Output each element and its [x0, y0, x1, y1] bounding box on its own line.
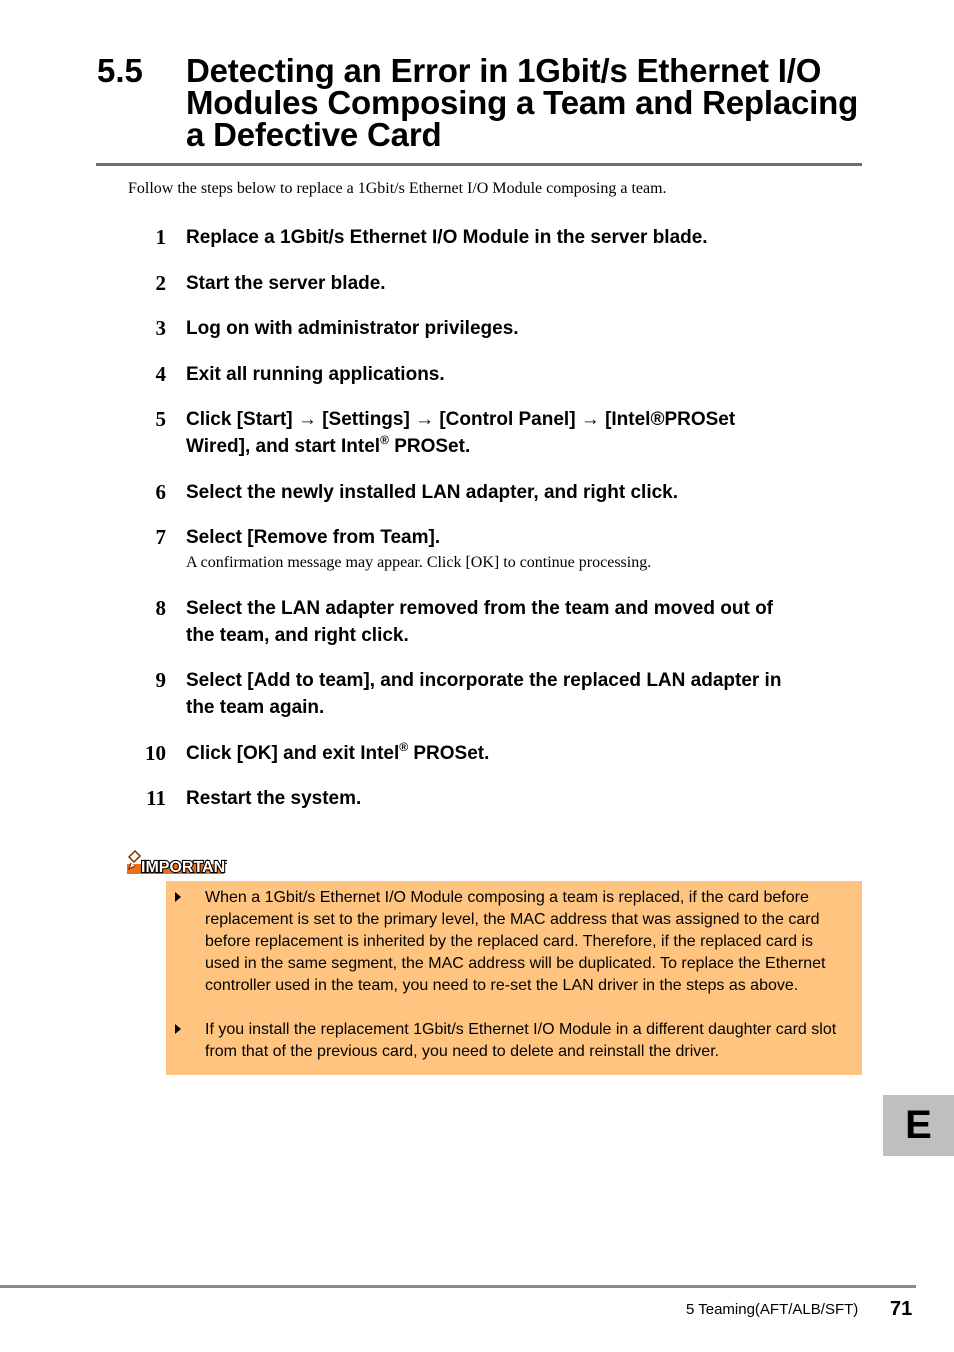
important-label — [127, 849, 227, 875]
step-text-line: Select [Add to team], and incorporate the replaced LAN adapter in — [186, 670, 782, 691]
step-text-line — [186, 433, 866, 460]
section-title-line: a Defective Card — [186, 116, 442, 153]
important-bullet-text: When a 1Gbit/s Ethernet I/O Module composing a team is replaced, if the card before replacement is set to the primary level, the MAC address that was assigned to the card before replacement is inherited by the replaced card. Therefore, if the replaced card is used in the same segment, the MAC address will be duplicated. To replace the Ethernet controller used in the team, you need to re-set the LAN driver in the steps as above. — [205, 889, 826, 994]
step-text: Select the newly installed LAN adapter, and right click. — [186, 482, 679, 503]
step-number: 7 — [155, 525, 166, 549]
triangle-bullet-icon — [175, 1024, 181, 1034]
step-number: 5 — [155, 407, 166, 431]
triangle-bullet-icon — [175, 892, 181, 902]
pencil-icon — [127, 849, 227, 875]
page-number: 71 — [890, 1298, 913, 1320]
intro-text: Follow the steps below to replace a 1Gbit/s Ethernet I/O Module composing a team. — [128, 180, 667, 197]
step-text-part: Click [OK] and exit Intel — [186, 743, 400, 764]
section-title-line: Modules Composing a Team and Replacing — [186, 84, 859, 121]
section-title-line: Detecting an Error in 1Gbit/s Ethernet I/O — [186, 52, 822, 89]
registered-mark: ® — [380, 433, 389, 447]
step-text-line: the team, and right click. — [186, 625, 409, 646]
section-number: 5.5 — [97, 52, 143, 89]
step-number: 11 — [146, 786, 166, 810]
step-text — [186, 740, 866, 767]
step-number: 10 — [145, 741, 166, 765]
step-text — [186, 667, 866, 721]
step-number: 8 — [155, 596, 166, 620]
important-label-text: IMPORTANT — [141, 859, 227, 875]
step-text: Log on with administrator privileges. — [186, 318, 519, 339]
step-note: A confirmation message may appear. Click [OK] to continue processing. — [186, 554, 652, 571]
step-text-line: Click [Start] → [Settings] → [Control Panel] → [Intel®PROSet — [186, 409, 736, 430]
important-box — [166, 881, 862, 1075]
registered-mark: ® — [399, 740, 409, 754]
section-title — [186, 52, 886, 153]
step-number: 9 — [155, 668, 166, 692]
step-text-part: PROSet. — [388, 436, 471, 457]
step-number: 1 — [155, 225, 166, 249]
important-bullet-text: If you install the replacement 1Gbit/s Ethernet I/O Module in a different daughter card slot from that of the previous card, you need to delete and reinstall the driver. — [205, 1021, 837, 1060]
step-text-line: Select the LAN adapter removed from the team and moved out of — [186, 598, 773, 619]
section-divider — [96, 163, 862, 166]
step-text: Restart the system. — [186, 788, 362, 809]
section-tab: E — [883, 1095, 954, 1156]
step-text — [186, 406, 866, 460]
step-text: Replace a 1Gbit/s Ethernet I/O Module in the server blade. — [186, 227, 708, 248]
step-text-part: PROSet. — [408, 743, 490, 764]
step-text: Exit all running applications. — [186, 364, 445, 385]
step-text: Select [Remove from Team]. — [186, 527, 441, 548]
step-number: 6 — [155, 480, 166, 504]
step-text: Start the server blade. — [186, 273, 386, 294]
footer-chapter: 5 Teaming(AFT/ALB/SFT) — [686, 1301, 859, 1318]
step-text-part: Wired], and start Intel — [186, 436, 381, 457]
step-number: 3 — [155, 316, 166, 340]
step-text-line: the team again. — [186, 697, 325, 718]
step-number: 2 — [155, 271, 166, 295]
step-text — [186, 595, 866, 649]
step-number: 4 — [155, 362, 166, 386]
footer-divider — [0, 1285, 916, 1288]
